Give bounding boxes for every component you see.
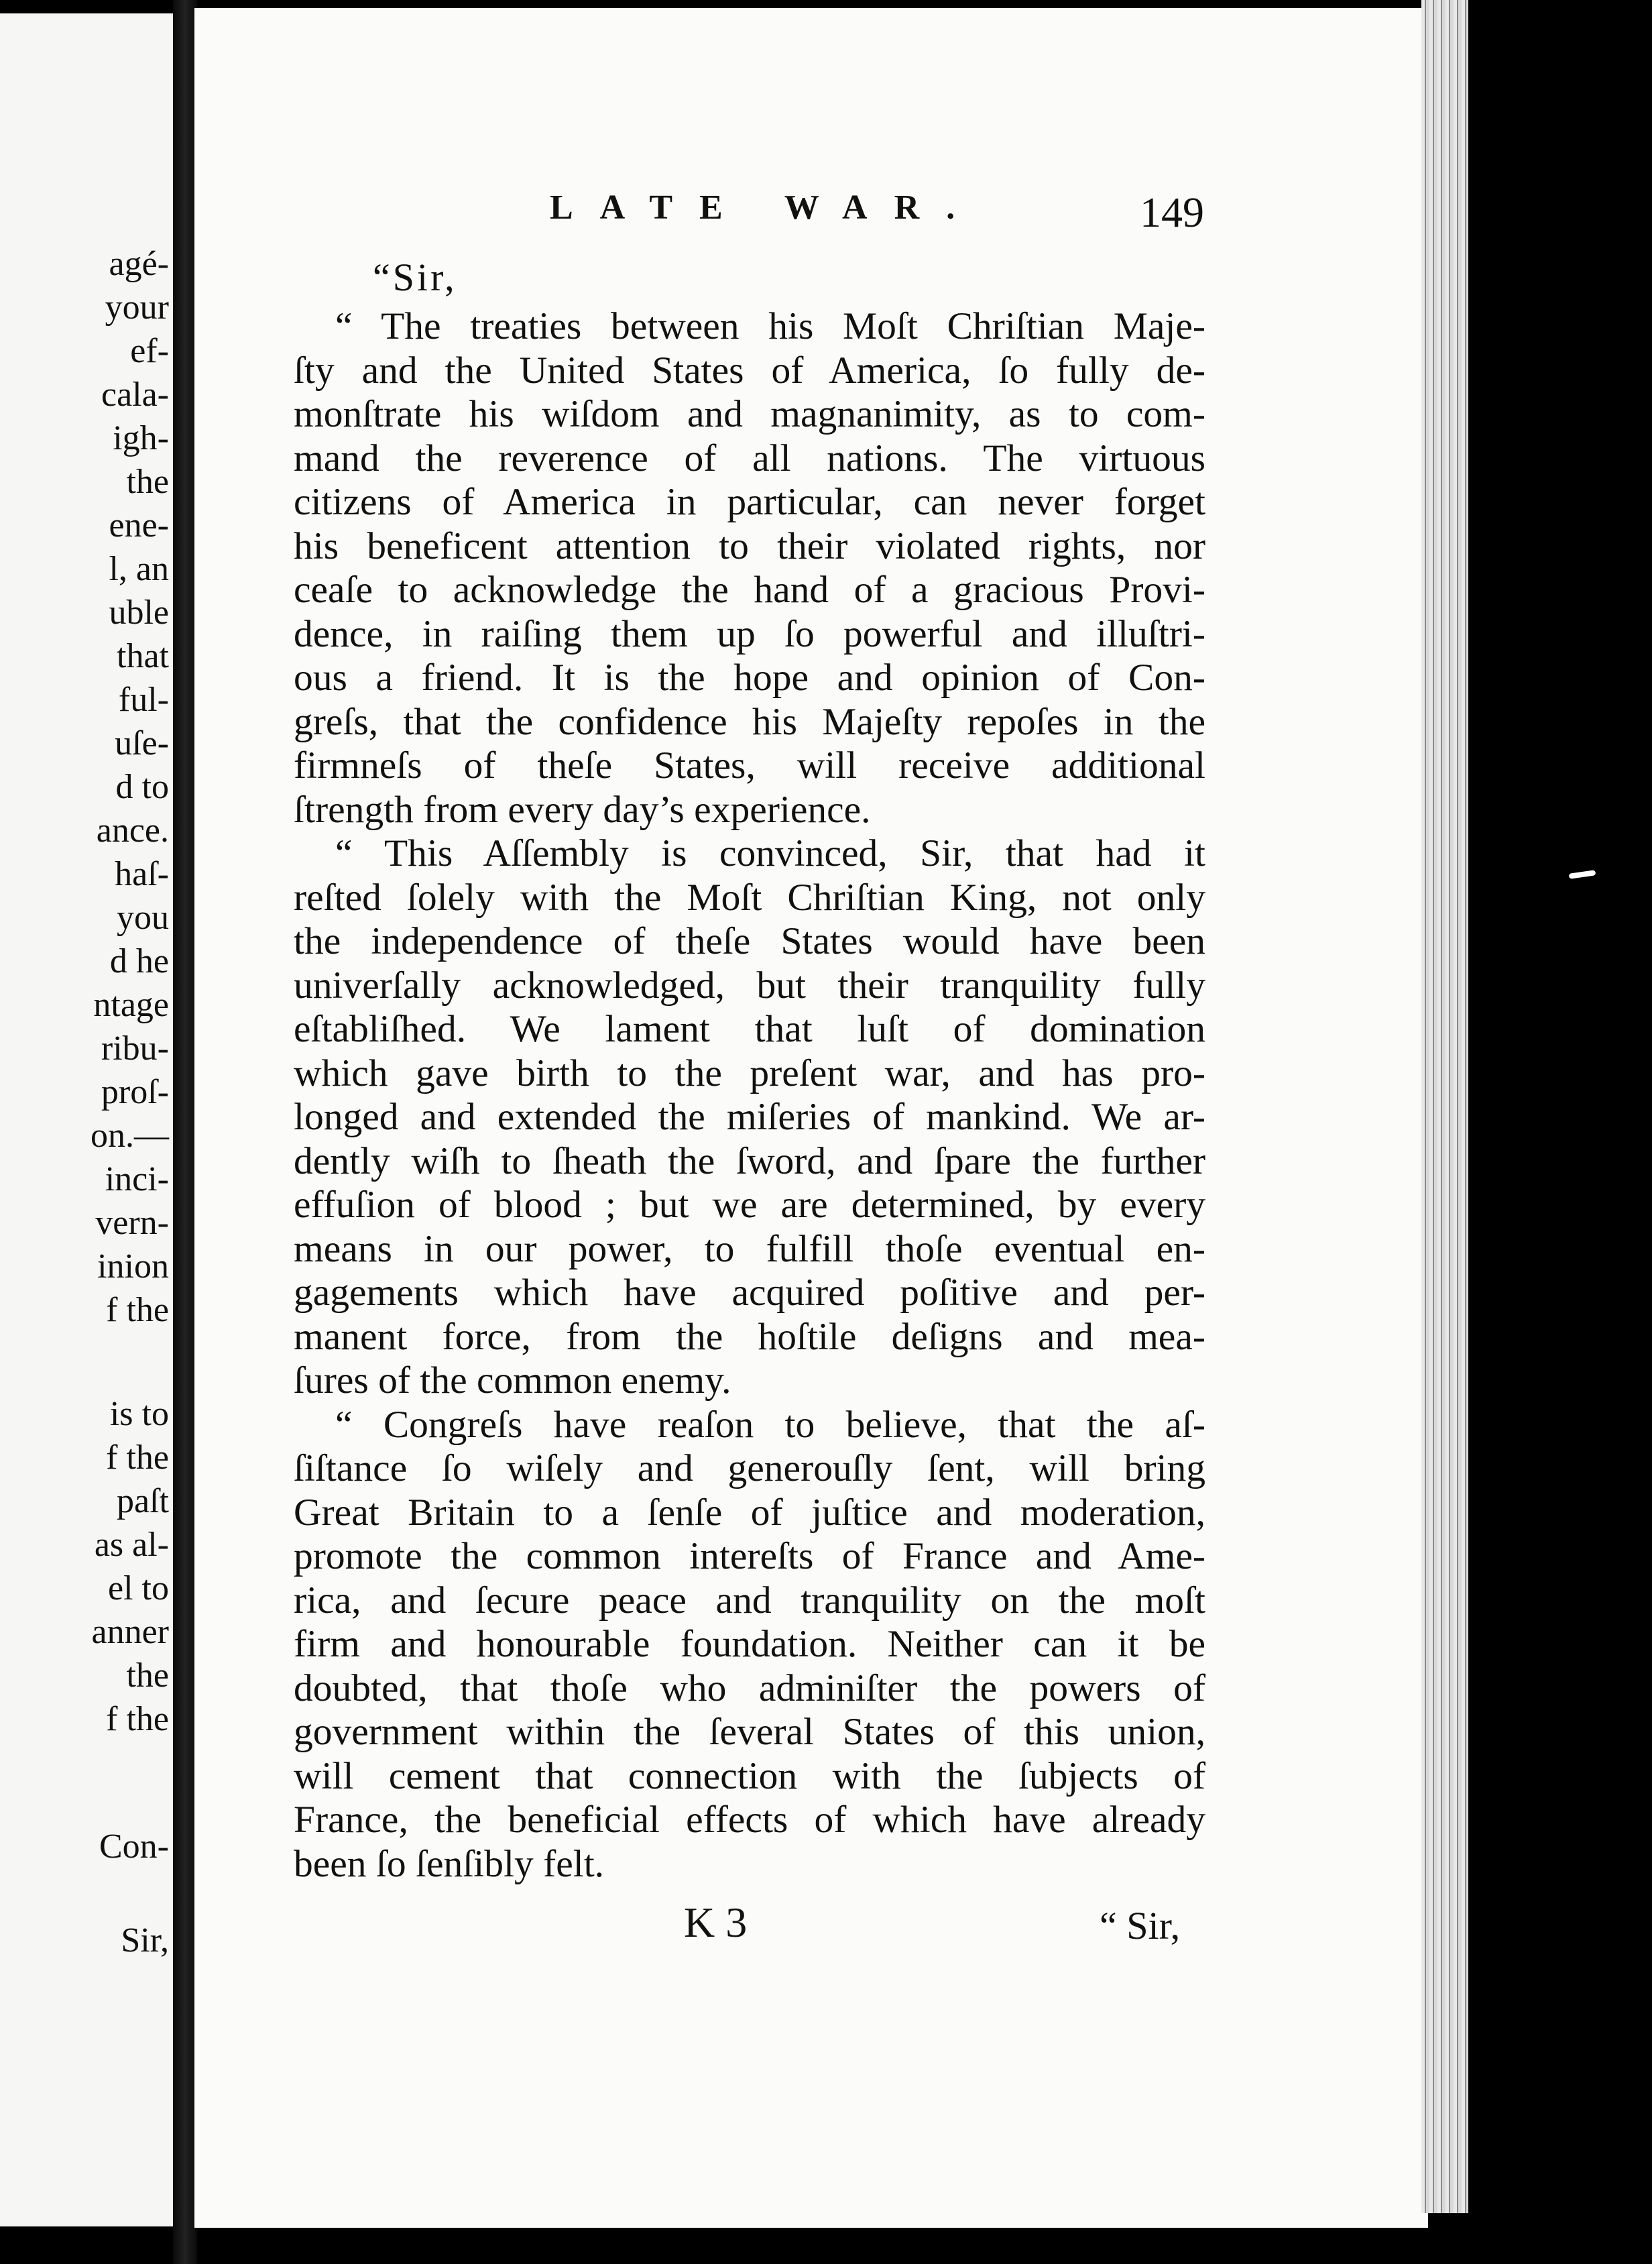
text-line: greſs, that the confidence his Majeſty repoſes in the <box>294 700 1205 743</box>
text-line: means in our power, to fulfill thoſe eventual en- <box>294 1227 1205 1270</box>
left-page-line: inion <box>97 1247 169 1286</box>
text-line: “ The treaties between his Moſt Chriſtian Maje- <box>335 305 1205 347</box>
running-title: LATE WAR. <box>550 188 982 227</box>
left-page-line: the <box>126 1656 169 1695</box>
left-page-line: d he <box>109 942 169 980</box>
left-page-line: ntage <box>93 986 169 1024</box>
text-line: ous a friend. It is the hope and opinion of Con- <box>294 657 1205 699</box>
text-line: mand the reverence of all nations. The virtuous <box>294 437 1205 479</box>
left-page-line: proſ- <box>101 1073 169 1111</box>
left-page-line: is to <box>109 1395 169 1433</box>
text-line: promote the common intereſts of France and Ame- <box>294 1535 1205 1577</box>
text-line: ſty and the United States of America, ſo fully de- <box>294 349 1205 392</box>
left-page-line: on.— <box>91 1117 169 1155</box>
left-page-line: ene- <box>109 506 169 545</box>
text-line: the independence of theſe States would have been <box>294 920 1205 962</box>
letter-body <box>294 304 1205 1886</box>
text-line: government within the ſeveral States of this union, <box>294 1711 1205 1753</box>
left-page-line: d to <box>115 768 169 806</box>
text-line: dence, in raiſing them up ſo powerful and illuſtri- <box>294 612 1205 655</box>
left-page-line: ef- <box>130 332 169 370</box>
left-page-line: anner <box>91 1613 169 1651</box>
text-line: ſtrength from every day’s experience. <box>294 788 871 831</box>
left-page-line: you <box>117 899 169 937</box>
left-page-line: as al- <box>94 1526 169 1564</box>
left-page-line: l, an <box>109 550 169 588</box>
left-page-line: that <box>117 637 169 675</box>
text-line: his beneficent attention to their violated rights, nor <box>294 524 1205 567</box>
left-page-line: f the <box>106 1700 169 1738</box>
text-line: firm and honourable foundation. Neither can it be <box>294 1623 1205 1665</box>
text-line: reſted ſolely with the Moſt Chriſtian King, not only <box>294 876 1205 919</box>
text-line: Great Britain to a ſenſe of juſtice and moderation, <box>294 1491 1205 1534</box>
text-line: ceaſe to acknowledge the hand of a gracious Provi- <box>294 569 1205 611</box>
left-page <box>0 13 176 2226</box>
left-page-line: f the <box>106 1291 169 1329</box>
text-line: effuſion of blood ; but we are determined, by every <box>294 1184 1205 1226</box>
left-page-line: paſt <box>117 1482 169 1520</box>
left-page-line: Con- <box>99 1827 169 1866</box>
left-page-line: your <box>105 288 169 327</box>
left-page-line: igh- <box>113 419 169 457</box>
right-page <box>194 8 1428 2228</box>
text-line: univerſally acknowledged, but their tranquility fully <box>294 964 1205 1007</box>
left-page-line: agé- <box>109 245 169 283</box>
text-line: will cement that connection with the ſubjects of <box>294 1754 1205 1797</box>
text-line: which gave birth to the preſent war, and has pro- <box>294 1052 1205 1094</box>
left-page-line: uble <box>109 593 169 632</box>
left-page-line: inci- <box>105 1160 169 1198</box>
catchword: “ Sir, <box>1100 1904 1181 1947</box>
left-page-line: f the <box>106 1438 169 1477</box>
book-gutter <box>173 0 197 2264</box>
text-line: doubted, that thoſe who adminiſter the powers of <box>294 1666 1205 1709</box>
left-page-line: haſ- <box>115 855 169 893</box>
left-page-line: ful- <box>118 681 169 719</box>
text-line: gagements which have acquired poſitive and per- <box>294 1271 1205 1314</box>
text-line: eſtabliſhed. We lament that luſt of domination <box>294 1008 1205 1050</box>
left-page-line: ribu- <box>101 1029 169 1068</box>
scan-speck <box>1569 870 1596 879</box>
text-line: citizens of America in particular, can never forget <box>294 481 1205 523</box>
text-line: France, the beneficial effects of which have already <box>294 1799 1205 1841</box>
text-line: been ſo ſenſibly felt. <box>294 1842 605 1885</box>
left-page-line: ance. <box>96 811 169 850</box>
letter-salutation: “Sir, <box>373 256 457 299</box>
text-line: ſiſtance ſo wiſely and generouſly ſent, will bring <box>294 1447 1205 1489</box>
text-line: monſtrate his wiſdom and magnanimity, as to com- <box>294 393 1205 435</box>
text-line: “ This Aſſembly is convinced, Sir, that had it <box>335 832 1205 874</box>
left-page-line: Sir, <box>121 1921 169 1960</box>
left-page-line: vern- <box>95 1204 169 1242</box>
left-page-line: cala- <box>101 376 169 414</box>
left-page-line: uſe- <box>115 724 169 762</box>
text-line: ſures of the common enemy. <box>294 1359 731 1402</box>
text-line: dently wiſh to ſheath the ſword, and ſpare the further <box>294 1139 1205 1182</box>
left-page-line: the <box>126 463 169 501</box>
left-page-line: el to <box>108 1569 169 1607</box>
text-line: longed and extended the miſeries of mankind. We ar- <box>294 1096 1205 1138</box>
page-number: 149 <box>1140 188 1204 236</box>
text-line: rica, and ſecure peace and tranquility on the moſt <box>294 1579 1205 1622</box>
signature-mark: K 3 <box>684 1899 748 1946</box>
text-line: firmneſs of theſe States, will receive additional <box>294 744 1205 787</box>
text-line: manent force, from the hoſtile deſigns and mea- <box>294 1315 1205 1358</box>
text-line: “ Congreſs have reaſon to believe, that the aſ- <box>335 1403 1205 1446</box>
page-edges <box>1421 0 1468 2213</box>
